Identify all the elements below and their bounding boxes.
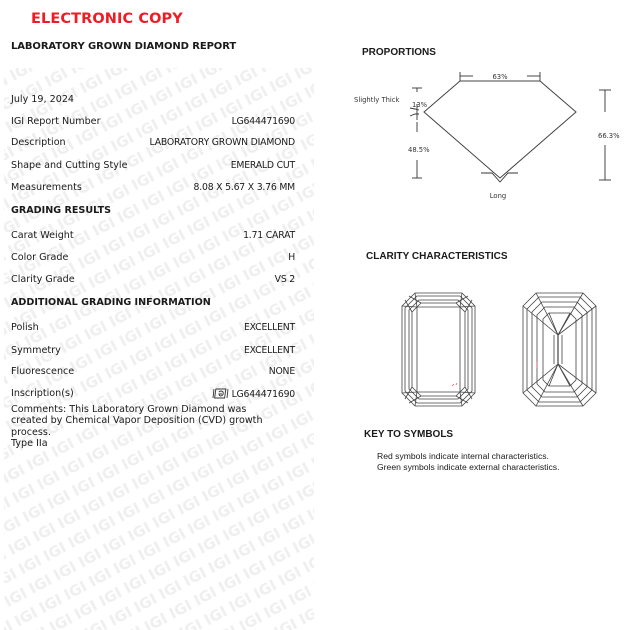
field-label: Description bbox=[11, 137, 66, 148]
description-row bbox=[11, 137, 295, 151]
field-label: Carat Weight bbox=[11, 230, 74, 241]
culet-label: Long bbox=[489, 192, 507, 200]
color-grade-row bbox=[11, 252, 295, 266]
depth-pct-label: 66.3% bbox=[598, 132, 620, 140]
additional-grading-heading: ADDITIONAL GRADING INFORMATION bbox=[11, 297, 211, 308]
comment-line: process. bbox=[11, 426, 51, 438]
field-label: Inscription(s) bbox=[11, 388, 74, 399]
field-label: Shape and Cutting Style bbox=[11, 160, 128, 171]
polish-row bbox=[11, 322, 295, 336]
key-to-symbols-heading: KEY TO SYMBOLS bbox=[364, 429, 454, 440]
key-internal-line: Red symbols indicate internal characteristics. bbox=[377, 451, 549, 461]
crown-outline bbox=[402, 293, 475, 406]
igi-logo-icon bbox=[212, 388, 229, 399]
inscription-value-wrap bbox=[212, 388, 295, 400]
field-label: IGI Report Number bbox=[11, 116, 101, 127]
color-grade-value: H bbox=[288, 252, 295, 263]
clarity-plot-pavilion bbox=[522, 292, 597, 407]
fluorescence-value: NONE bbox=[268, 366, 295, 377]
fluorescence-row bbox=[11, 366, 295, 380]
report-number-row bbox=[11, 116, 295, 130]
pavilion-pct-label: 48.5% bbox=[408, 146, 430, 154]
field-label: Color Grade bbox=[11, 252, 69, 263]
comment-line: Type IIa bbox=[11, 438, 48, 450]
report-date-row bbox=[11, 94, 295, 108]
report-number-value: LG644471690 bbox=[231, 116, 295, 127]
shape-row bbox=[11, 160, 295, 174]
carat-value: 1.71 CARAT bbox=[243, 230, 295, 241]
polish-value: EXCELLENT bbox=[244, 322, 295, 333]
girdle-label: Slightly Thick bbox=[354, 96, 400, 104]
electronic-copy-label: ELECTRONIC COPY bbox=[31, 11, 183, 27]
girdle-marker-lower bbox=[410, 114, 419, 116]
diamond-profile-outline bbox=[424, 81, 576, 178]
carat-row bbox=[11, 230, 295, 244]
field-label: Fluorescence bbox=[11, 366, 75, 377]
inscription-value: LG644471690 bbox=[231, 389, 295, 400]
clarity-plot-crown bbox=[401, 292, 476, 407]
shape-value: EMERALD CUT bbox=[230, 160, 295, 171]
key-to-symbols-text bbox=[377, 451, 559, 473]
field-label: Clarity Grade bbox=[11, 274, 75, 285]
proportions-heading: PROPORTIONS bbox=[362, 47, 436, 58]
symmetry-row bbox=[11, 345, 295, 359]
crown-pct-label: 13% bbox=[412, 101, 428, 109]
table-pct-label: 63% bbox=[492, 73, 508, 81]
report-title: LABORATORY GROWN DIAMOND REPORT bbox=[11, 41, 237, 52]
clarity-grade-row bbox=[11, 274, 295, 288]
grading-results-heading: GRADING RESULTS bbox=[11, 205, 112, 216]
key-external-line: Green symbols indicate external characteristics. bbox=[377, 462, 560, 472]
measurements-row bbox=[11, 182, 295, 196]
report-date: July 19, 2024 bbox=[11, 94, 75, 105]
field-label: Symmetry bbox=[11, 345, 61, 356]
description-value: LABORATORY GROWN DIAMOND bbox=[149, 137, 295, 148]
comment-line: created by Chemical Vapor Deposition (CVD) growth bbox=[11, 415, 263, 427]
proportions-diagram bbox=[340, 70, 630, 210]
field-label: Polish bbox=[11, 322, 39, 333]
clarity-grade-value: VS 2 bbox=[274, 274, 295, 285]
measurements-value: 8.08 X 5.67 X 3.76 MM bbox=[193, 182, 295, 193]
inclusion-mark bbox=[452, 383, 457, 386]
comments-block bbox=[11, 404, 301, 450]
clarity-heading: CLARITY CHARACTERISTICS bbox=[366, 251, 508, 262]
symmetry-value: EXCELLENT bbox=[244, 345, 295, 356]
comment-line: Comments: This Laboratory Grown Diamond was bbox=[11, 404, 247, 415]
inscription-row bbox=[11, 388, 295, 402]
field-label: Measurements bbox=[11, 182, 82, 193]
